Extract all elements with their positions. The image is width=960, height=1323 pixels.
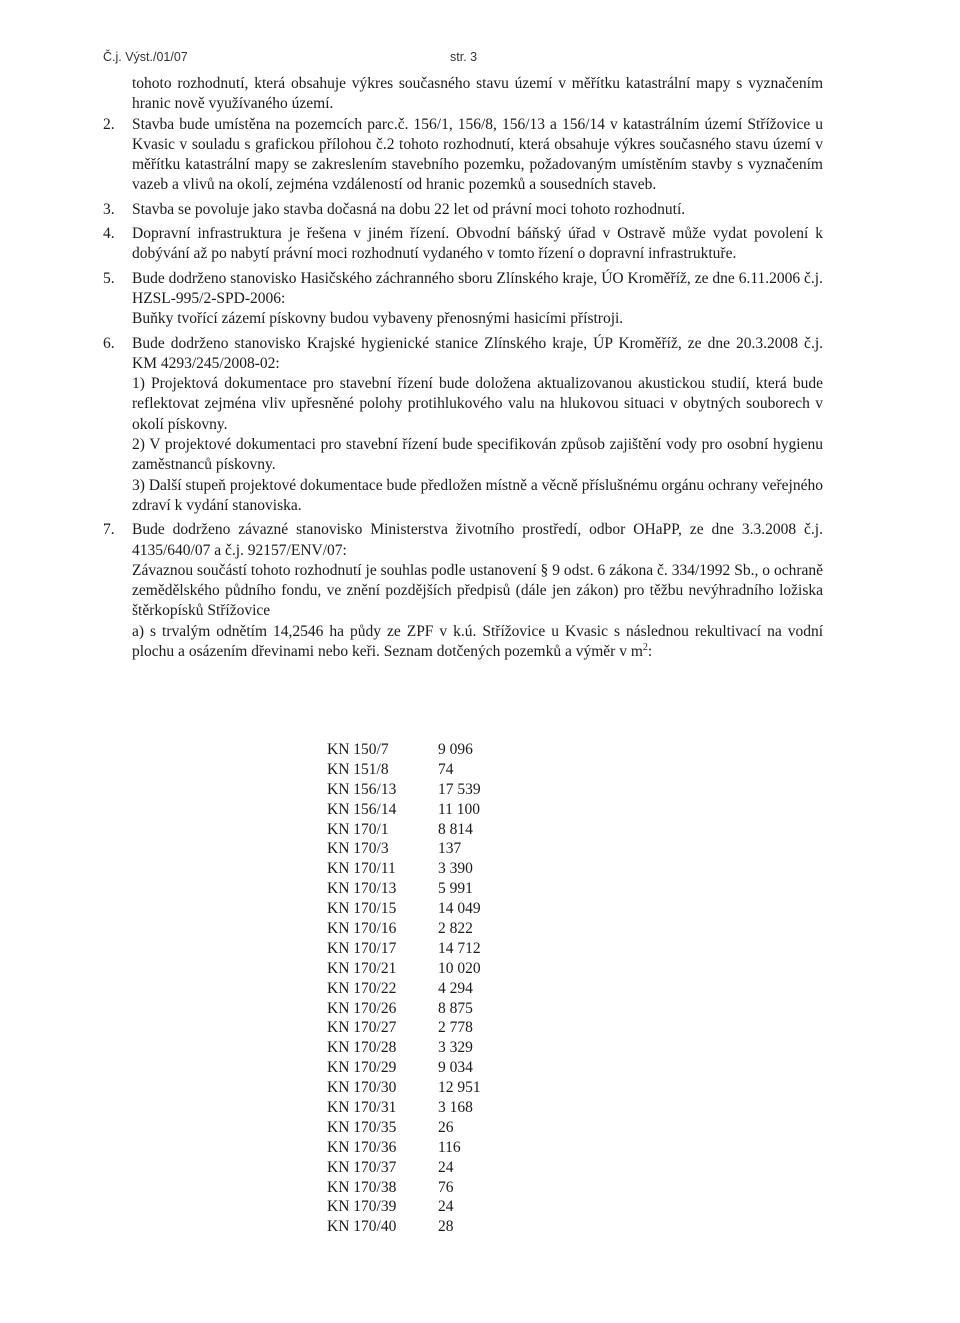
item-text: Bude dodrženo stanovisko Krajské hygienické stanice Zlínského kraje, ÚP Kroměříž, ze dne 20.3.2008 č.j. KM 4293/245/2008-02: bbox=[132, 334, 823, 372]
parcel-id: KN 170/1 bbox=[327, 820, 389, 838]
parcel-area: 14 712 bbox=[438, 939, 481, 957]
parcel-row bbox=[327, 1217, 518, 1237]
parcel-area: 10 020 bbox=[438, 959, 481, 977]
parcel-area: 14 049 bbox=[438, 900, 481, 918]
item-text: Bude dodrženo závazné stanovisko Ministerstva životního prostředí, odbor OHaPP, ze dne 3.3.2008 č.j. 4135/640/07 a č.j. 92157/ENV/07: bbox=[132, 521, 823, 559]
item-subparagraph: 3) Další stupeň projektové dokumentace bude předložen místně a věcně příslušnému orgánu ochrany veřejného zdraví k vydání stanoviska. bbox=[132, 476, 823, 514]
parcel-row bbox=[327, 820, 518, 840]
item-2 bbox=[103, 115, 823, 196]
parcel-id: KN 170/38 bbox=[327, 1178, 397, 1196]
parcel-id: KN 170/39 bbox=[327, 1198, 397, 1216]
item-text: Stavba se povoluje jako stavba dočasná na dobu 22 let od právní moci tohoto rozhodnutí. bbox=[132, 200, 686, 218]
parcel-row bbox=[327, 800, 518, 820]
parcel-id: KN 170/17 bbox=[327, 939, 397, 957]
item-text: Stavba bude umístěna na pozemcích parc.č. 156/1, 156/8, 156/13 a 156/14 v katastrálním území Střížovice u Kvasic v souladu s grafickou přílohou č.2 tohoto rozhodnutí, která obsahuje výkres současného stavu území v měřítku katastrální mapy se zakreslením stavebního pozemku, požadovaným umístěním stavby s vyznačením vazeb a vlivů na okolí, zejména vzdáleností od hranic pozemků a sousedních staveb. bbox=[132, 115, 823, 194]
parcel-area: 24 bbox=[438, 1198, 454, 1216]
parcel-row bbox=[327, 1018, 518, 1038]
parcel-area: 137 bbox=[438, 840, 462, 858]
parcel-id: KN 156/14 bbox=[327, 800, 397, 818]
parcel-id: KN 170/11 bbox=[327, 860, 396, 878]
parcel-area: 24 bbox=[438, 1158, 454, 1176]
parcel-row bbox=[327, 1098, 518, 1118]
item-7 bbox=[103, 520, 823, 662]
item-number: 5. bbox=[103, 269, 115, 287]
parcel-row bbox=[327, 999, 518, 1019]
parcel-area: 2 778 bbox=[438, 1019, 473, 1037]
page-number: str. 3 bbox=[450, 50, 478, 64]
parcel-id: KN 170/35 bbox=[327, 1118, 397, 1136]
parcel-id: KN 170/3 bbox=[327, 840, 389, 858]
parcel-table bbox=[327, 740, 518, 1237]
parcel-row bbox=[327, 1178, 518, 1198]
parcel-area: 3 168 bbox=[438, 1099, 473, 1117]
parcel-row bbox=[327, 939, 518, 959]
parcel-area: 116 bbox=[438, 1138, 461, 1156]
parcel-id: KN 150/7 bbox=[327, 741, 389, 758]
item-4 bbox=[103, 224, 823, 265]
parcel-row bbox=[327, 919, 518, 939]
parcel-area: 74 bbox=[438, 760, 454, 778]
parcel-row bbox=[327, 839, 518, 859]
parcel-row bbox=[327, 740, 518, 760]
parcel-id: KN 170/30 bbox=[327, 1079, 397, 1097]
parcel-id: KN 170/27 bbox=[327, 1019, 397, 1037]
item-number: 3. bbox=[103, 200, 115, 218]
item-text: Bude dodrženo stanovisko Hasičského záchranného sboru Zlínského kraje, ÚO Kroměříž, ze dne 6.11.2006 č.j. HZSL-995/2-SPD-2006: bbox=[132, 269, 823, 307]
parcel-area: 4 294 bbox=[438, 979, 473, 997]
parcel-row bbox=[327, 780, 518, 800]
parcel-id: KN 170/22 bbox=[327, 979, 397, 997]
parcel-id: KN 156/13 bbox=[327, 780, 397, 798]
parcel-row bbox=[327, 1038, 518, 1058]
parcel-area: 17 539 bbox=[438, 780, 481, 798]
item-5 bbox=[103, 269, 823, 330]
item-number: 2. bbox=[103, 115, 115, 133]
parcel-id: KN 170/40 bbox=[327, 1218, 397, 1236]
parcel-area: 5 991 bbox=[438, 880, 473, 898]
parcel-id: KN 170/15 bbox=[327, 900, 397, 918]
parcel-row bbox=[327, 1078, 518, 1098]
parcel-area: 3 390 bbox=[438, 860, 473, 878]
parcel-row bbox=[327, 1058, 518, 1078]
item-number: 7. bbox=[103, 521, 115, 539]
parcel-area: 76 bbox=[438, 1178, 454, 1196]
parcel-id: KN 170/21 bbox=[327, 959, 397, 977]
parcel-row bbox=[327, 879, 518, 899]
document-reference: Č.j. Výst./01/07 bbox=[103, 50, 188, 64]
parcel-id: KN 170/29 bbox=[327, 1059, 397, 1077]
parcel-area: 26 bbox=[438, 1118, 454, 1136]
item-subparagraph: 2) V projektové dokumentaci pro stavební řízení bude specifikován způsob zajištění vody pro osobní hygienu zaměstnanců pískovny. bbox=[132, 436, 823, 474]
parcel-id: KN 170/36 bbox=[327, 1138, 397, 1156]
parcel-area: 3 329 bbox=[438, 1039, 473, 1057]
parcel-area: 28 bbox=[438, 1218, 454, 1236]
parcel-area: 8 814 bbox=[438, 820, 473, 838]
item-subparagraph: 1) Projektová dokumentace pro stavební řízení bude doložena aktualizovanou akustickou studií, která bude reflektovat zejména vliv upřesněné polohy protihlukového valu na hlukovou situaci v obytných souborech v okolí pískovny. bbox=[132, 375, 823, 433]
intro-paragraph: tohoto rozhodnutí, která obsahuje výkres současného stavu území v měřítku katastrální mapy s vyznačením hranic nově využívaného území. bbox=[132, 75, 823, 113]
parcel-id: KN 170/13 bbox=[327, 880, 397, 898]
parcel-row bbox=[327, 959, 518, 979]
parcel-id: KN 170/16 bbox=[327, 920, 397, 938]
item-3 bbox=[103, 200, 823, 220]
parcel-area: 11 100 bbox=[438, 800, 481, 818]
parcel-area: 8 875 bbox=[438, 999, 473, 1017]
parcel-row bbox=[327, 1138, 518, 1158]
parcel-row bbox=[327, 1118, 518, 1138]
item-subparagraph: Závaznou součástí tohoto rozhodnutí je souhlas podle ustanovení § 9 odst. 6 zákona č. 334/1992 Sb., o ochraně zemědělského půdního fondu, ve znění pozdějších předpisů (dále jen zákon) pro těžbu nevýhradního ložiska štěrkopísků Střížovice bbox=[132, 561, 823, 620]
parcel-row bbox=[327, 760, 518, 780]
item-subparagraph: Buňky tvořící zázemí pískovny budou vybaveny přenosnými hasicími přístroji. bbox=[132, 310, 624, 328]
parcel-row bbox=[327, 979, 518, 999]
parcel-id: KN 170/26 bbox=[327, 999, 397, 1017]
parcel-id: KN 151/8 bbox=[327, 760, 389, 778]
parcel-intro: a) s trvalým odnětím 14,2546 ha půdy ze ZPF v k.ú. Střížovice u Kvasic s následnou rekultivací na vodní plochu a osázením dřevinami nebo keři. Seznam dotčených pozemků a výměr v $m^2$: bbox=[132, 622, 823, 661]
item-number: 6. bbox=[103, 334, 115, 352]
parcel-id: KN 170/31 bbox=[327, 1099, 397, 1117]
parcel-area: 2 822 bbox=[438, 920, 473, 938]
parcel-row bbox=[327, 1197, 518, 1217]
parcel-area: 12 951 bbox=[438, 1079, 481, 1097]
parcel-id: KN 170/28 bbox=[327, 1039, 397, 1057]
parcel-area: 9 034 bbox=[438, 1059, 473, 1077]
parcel-id: KN 170/37 bbox=[327, 1158, 397, 1176]
document-body bbox=[103, 74, 823, 662]
item-6 bbox=[103, 334, 823, 517]
item-text: Dopravní infrastruktura je řešena v jiném řízení. Obvodní báňský úřad v Ostravě může vydat povolení k dobývání až po nabytí právní moci rozhodnutí vydaného v tomto řízení o dopravní infrastruktuře. bbox=[132, 225, 823, 263]
parcel-row bbox=[327, 859, 518, 879]
parcel-area: 9 096 bbox=[438, 741, 473, 758]
parcel-row bbox=[327, 1158, 518, 1178]
item-number: 4. bbox=[103, 225, 115, 243]
parcel-row bbox=[327, 899, 518, 919]
